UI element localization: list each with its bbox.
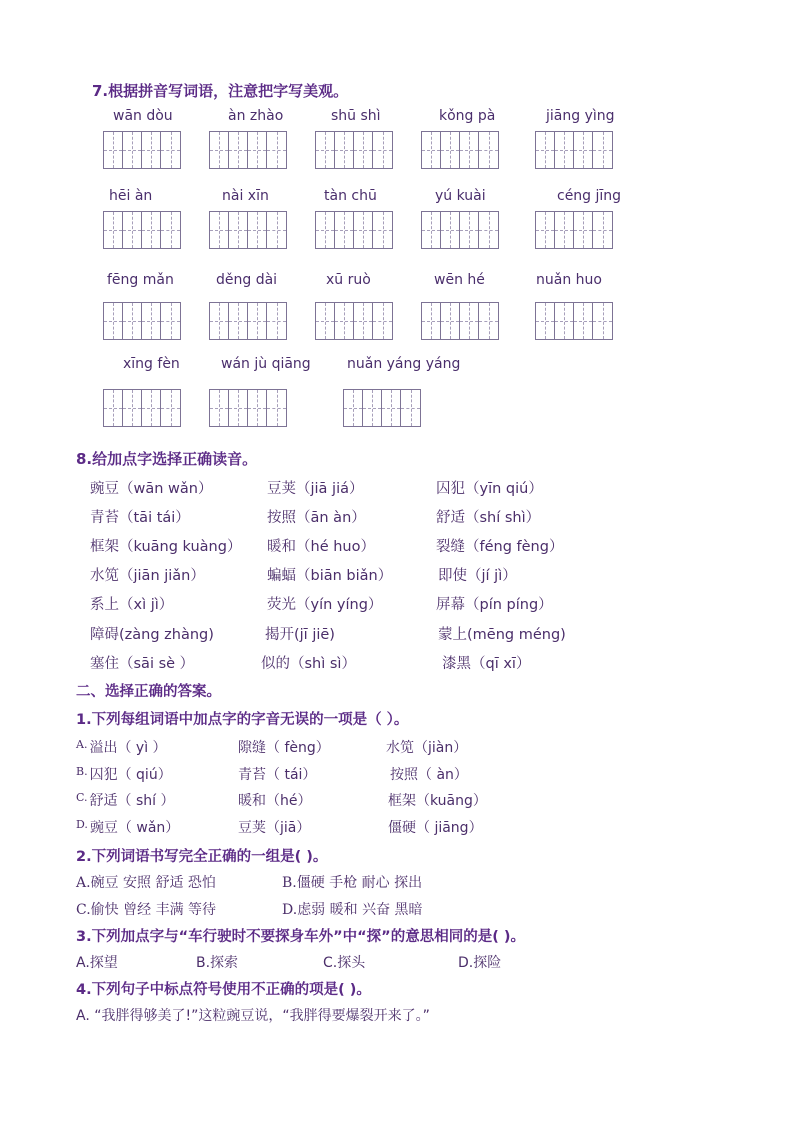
q1-question: 1.下列每组词语中加点字的字音无误的一项是（ ）。 [76,712,409,728]
writing-grid[interactable] [421,131,499,169]
option-item: 框架（kuāng） [388,793,487,809]
q4-option-a[interactable]: A. “我胖得够美了!”这粒豌豆说，“我胖得要爆裂开来了。” [76,1008,430,1024]
section2-title: 二、选择正确的答案。 [76,684,221,700]
reading-item: 似的（shì sì） [261,656,356,672]
writing-grid[interactable] [209,389,287,427]
reading-item: 舒适（shí shì） [436,510,541,526]
option-item: 隙缝（ fèng） [238,740,330,756]
reading-item: 障碍(zàng zhàng) [90,627,214,643]
reading-item: 豆荚（jiā jiá） [267,481,364,497]
q2-option-a[interactable] [76,872,216,892]
q2-option-b[interactable] [282,872,422,892]
reading-item: 按照（ān àn） [267,510,366,526]
writing-grid[interactable] [535,211,613,249]
reading-item: 裂缝（féng fèng） [436,539,564,555]
writing-grid[interactable] [343,389,421,427]
reading-item: 豌豆（wān wǎn） [90,481,213,497]
pinyin-label: děng dài [216,272,278,288]
option-item: 暖和（hé） [238,793,312,809]
reading-item: 塞住（sāi sè ） [90,656,195,672]
writing-grid[interactable] [315,302,393,340]
q1-option-a[interactable] [76,737,167,757]
reading-item: 荧光（yín yíng） [267,597,383,613]
option-letter: A. [76,738,88,751]
writing-grid[interactable] [535,302,613,340]
pinyin-label: jiāng yìng [546,108,615,124]
q7-title: 7.根据拼音写词语，注意把字写美观。 [92,82,349,100]
pinyin-label: wān dòu [113,108,173,124]
q3-option-a[interactable]: A.探望 [76,955,118,971]
writing-grid[interactable] [421,302,499,340]
option-item: 豌豆（ wǎn） [89,820,180,836]
reading-item: 揭开(jī jiē) [265,627,335,643]
writing-grid[interactable] [103,131,181,169]
q2-question: 2.下列词语书写完全正确的一组是( )。 [76,849,328,865]
option-text: 虑弱 暖和 兴奋 黑暗 [297,902,423,918]
writing-grid[interactable] [103,389,181,427]
pinyin-label: nài xīn [222,188,269,204]
pinyin-label: shū shì [331,108,381,124]
writing-grid[interactable] [103,211,181,249]
q3-option-c[interactable]: C.探头 [323,955,366,971]
writing-grid[interactable] [103,302,181,340]
reading-item: 系上（xì jì） [90,597,174,613]
reading-item: 暖和（hé huo） [267,539,375,555]
q3-option-b[interactable]: B.探索 [196,955,239,971]
q1-option-c[interactable] [76,790,175,810]
pinyin-label: wán jù qiāng [221,356,311,372]
pinyin-label: tàn chū [324,188,377,204]
writing-grid[interactable] [535,131,613,169]
reading-item: 青苔（tāi tái） [90,510,190,526]
option-item: 豆荚（jiā） [238,820,311,836]
pinyin-label: kǒng pà [439,108,496,124]
pinyin-label: xīng fèn [123,356,180,372]
writing-grid[interactable] [209,302,287,340]
q4-question: 4.下列句子中标点符号使用不正确的项是( )。 [76,982,371,998]
option-letter: B. [76,765,88,778]
reading-item: 蝙蝠（biān biǎn） [267,568,393,584]
option-item: 水笕（jiàn） [386,740,468,756]
option-letter: C. [76,791,88,804]
writing-grid[interactable] [421,211,499,249]
reading-item: 囚犯（yīn qiú） [436,481,543,497]
option-item: 囚犯（ qiú） [89,767,172,783]
q3-question: 3.下列加点字与“车行驶时不要探身车外”中“探”的意思相同的是( )。 [76,929,526,945]
option-letter: A. [76,875,91,891]
q1-option-d[interactable] [76,817,179,837]
option-text: 僵硬 手枪 耐心 探出 [296,875,423,891]
reading-item: 水笕（jiān jiǎn） [90,568,205,584]
option-item: 溢出（ yì ） [89,740,167,756]
reading-item: 即使（jí jì） [438,568,517,584]
q1-option-b[interactable] [76,764,172,784]
option-item: 按照（ àn） [390,767,468,783]
q2-option-c[interactable] [76,899,216,919]
writing-grid[interactable] [315,131,393,169]
reading-item: 框架（kuāng kuàng） [90,539,242,555]
writing-grid[interactable] [315,211,393,249]
pinyin-label: xū ruò [326,272,371,288]
reading-item: 屏幕（pín píng） [436,597,553,613]
option-item: 僵硬（ jiāng） [388,820,483,836]
pinyin-label: hēi àn [109,188,153,204]
option-item: 青苔（ tái） [238,767,317,783]
option-letter: D. [282,902,298,918]
pinyin-label: céng jīng [557,188,622,204]
option-text: 碗豆 安照 舒适 恐怕 [90,875,216,891]
pinyin-label: fēng mǎn [107,272,174,288]
pinyin-label: nuǎn huo [536,272,602,288]
writing-grid[interactable] [209,131,287,169]
writing-grid[interactable] [209,211,287,249]
option-letter: D. [76,818,88,831]
q2-option-d[interactable] [282,899,423,919]
q8-title: 8.给加点字选择正确读音。 [76,450,258,468]
option-letter: C. [76,902,91,918]
option-text: 偷快 曾经 丰满 等待 [90,902,217,918]
option-item: 舒适（ shí ） [89,793,175,809]
option-letter: B. [282,875,297,891]
pinyin-label: wēn hé [434,272,485,288]
pinyin-label: yú kuài [435,188,486,204]
pinyin-label: àn zhào [228,108,284,124]
reading-item: 蒙上(mēng méng) [438,627,566,643]
q3-option-d[interactable]: D.探险 [458,955,502,971]
reading-item: 漆黑（qī xī） [442,656,531,672]
pinyin-label: nuǎn yáng yáng [347,356,461,372]
